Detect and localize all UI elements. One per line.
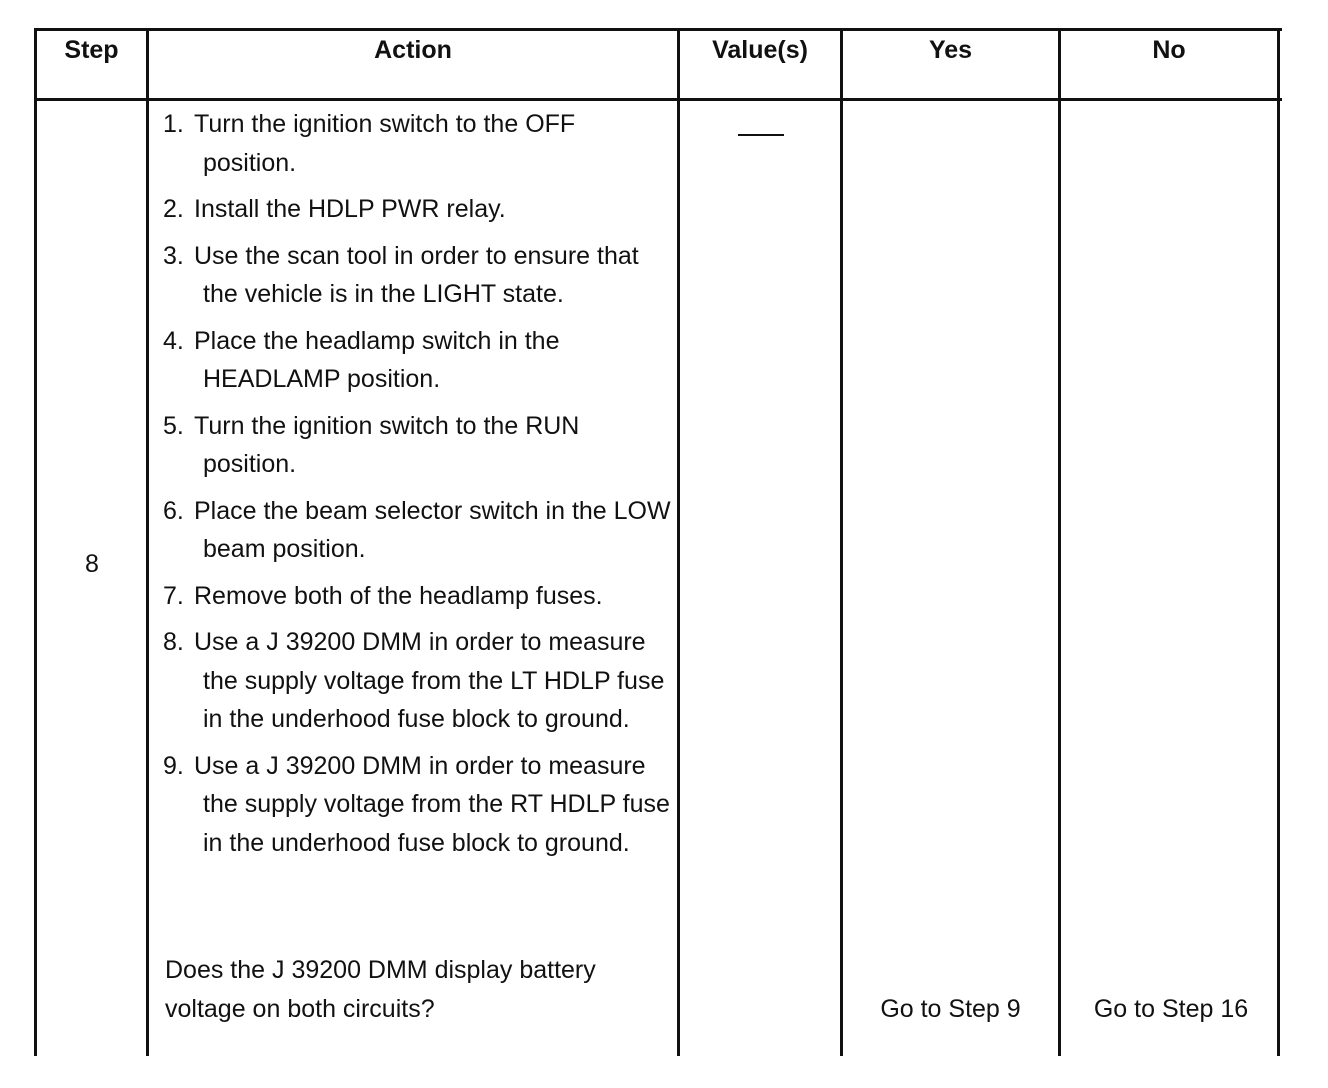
action-list	[163, 105, 673, 870]
action-item-number: 4.	[163, 326, 184, 355]
action-item	[163, 623, 673, 739]
step-number: 8	[85, 550, 99, 578]
header-values: Value(s)	[712, 36, 808, 64]
yes-goto-link[interactable]: Go to Step 9	[880, 995, 1021, 1023]
action-item	[163, 747, 673, 863]
action-item	[163, 105, 673, 182]
action-item	[163, 407, 673, 484]
action-item-number: 5.	[163, 411, 184, 440]
action-item-text: Install the HDLP PWR relay.	[194, 195, 506, 223]
action-item-text: Place the beam selector switch in the LOW beam position.	[194, 496, 671, 563]
action-item	[163, 190, 673, 229]
action-item-text: Turn the ignition switch to the OFF position.	[194, 110, 576, 177]
divider-yes-no	[1058, 28, 1061, 1056]
action-item	[163, 492, 673, 569]
action-item-number: 2.	[163, 195, 184, 223]
action-item-text: Place the headlamp switch in the HEADLAMP position.	[194, 326, 560, 393]
action-item-number: 7.	[163, 581, 184, 610]
action-item-number: 6.	[163, 496, 184, 525]
question-text: Does the J 39200 DMM display battery voltage on both circuits?	[165, 956, 596, 1023]
action-item-number: 9.	[163, 751, 184, 780]
header-no: No	[1152, 36, 1186, 64]
action-item-text: Use the scan tool in order to ensure that the vehicle is in the LIGHT state.	[194, 241, 639, 308]
action-item-text: Use a J 39200 DMM in order to measure the supply voltage from the LT HDLP fuse in the underhood fuse block to ground.	[194, 628, 665, 733]
table-left-border	[34, 28, 37, 1056]
divider-values-yes	[840, 28, 843, 1056]
header-bottom-border	[34, 98, 1282, 101]
table-top-border	[34, 28, 1282, 31]
header-yes: Yes	[928, 36, 973, 64]
table-right-border	[1277, 28, 1280, 1056]
action-item-number: 8.	[163, 628, 184, 656]
action-item	[163, 577, 673, 616]
header-action: Action	[374, 36, 452, 64]
action-item-text: Turn the ignition switch to the RUN position.	[194, 411, 580, 478]
action-item	[163, 322, 673, 399]
action-item-number: 3.	[163, 241, 184, 270]
action-item-text: Use a J 39200 DMM in order to measure the supply voltage from the RT HDLP fuse in the underhood fuse block to ground.	[194, 751, 670, 857]
value-dash	[738, 134, 784, 136]
divider-step-action	[146, 28, 149, 1056]
action-item	[163, 237, 673, 314]
header-step: Step	[64, 36, 119, 64]
no-goto-link[interactable]: Go to Step 16	[1093, 995, 1249, 1023]
divider-action-values	[677, 28, 680, 1056]
action-item-number: 1.	[163, 110, 184, 138]
action-item-text: Remove both of the headlamp fuses.	[194, 581, 603, 610]
